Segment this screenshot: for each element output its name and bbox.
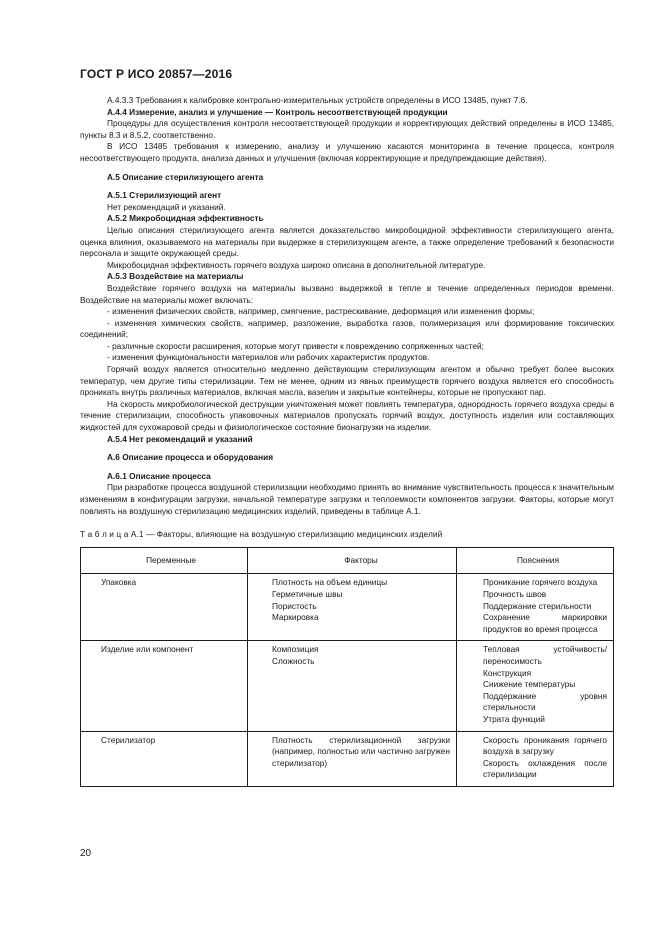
header-variables: Переменные bbox=[81, 547, 248, 574]
document-header: ГОСТ Р ИСО 20857—2016 bbox=[80, 67, 233, 81]
section-heading: А.6 Описание процесса и оборудования bbox=[107, 452, 274, 463]
paragraph: - изменения физических свойств, например, смягчение, растрескивание, деформация или изменения формы; bbox=[107, 306, 535, 317]
factor-item: Пористость bbox=[272, 600, 317, 611]
note-item: Прочность швов bbox=[483, 588, 547, 599]
paragraph: Нет рекомендаций и указаний. bbox=[107, 201, 226, 212]
table-row bbox=[81, 731, 614, 786]
paragraph: При разработке процесса воздушной стерилизации необходимо принять во внимание чувствительность процесса к значительным изменениям в конфигурации загрузки, начальной температуре загрузки и теплоемкости компонентов загрузки. Факторы, которые могут повлиять на воздушную стерилизацию медицинских изделий, приведены в таблице А.1. bbox=[80, 482, 614, 516]
paragraph: На скорость микробиологической деструкции уничтожения может повлиять температура, однородность горячего воздуха среды в течение стерилизации, способность упаковочных материалов пропускать горячий воздух, доступность изделия или составляющих жидкостей для сухожаровой среды и физиологическое состояние бионагрузки на изделии. bbox=[80, 398, 614, 433]
note-item: Конструкция bbox=[483, 667, 532, 678]
table-row bbox=[81, 574, 614, 641]
factor-item: Сложность bbox=[272, 655, 315, 666]
paragraph: А.4.3.3 Требования к калибровке контрольно-измерительных устройств определены в ИСО 13485, пункт 7.6. bbox=[107, 95, 528, 105]
document-body bbox=[80, 95, 614, 787]
page-number: 20 bbox=[80, 848, 92, 859]
paragraph: Воздействие горячего воздуха на материалы вызвано выдержкой в тепле в течение определенных периодов времени. Воздействие на материалы может включать: bbox=[80, 282, 614, 305]
section-heading: А.5 Описание стерилизующего агента bbox=[107, 171, 264, 182]
note-item: Сохранение маркировки продуктов во время процесса bbox=[483, 612, 607, 634]
header-notes: Пояснения bbox=[457, 547, 614, 574]
paragraph: - изменения функциональности материалов или рабочих характеристик продуктов. bbox=[107, 352, 430, 363]
spacer bbox=[80, 445, 614, 452]
paragraph: Горячий воздух является относительно медленно действующим стерилизующим агентом и обычно требует более высоких температур, чем другие типы стерилизации. Тем не менее, одним из явных преимуществ горячего воздуха является его способность проникать внутрь различных материалов, включая масла, вазелин и закрытые контейнеры, которые не пропускают пар. bbox=[80, 364, 614, 398]
paragraph: - различные скорости расширения, которые могут привести к повреждению сопряженных частей; bbox=[107, 340, 484, 351]
table-caption: Т а б л и ц а А.1 — Факторы, влияющие на воздушную стерилизацию медицинских изделий bbox=[80, 529, 443, 540]
text-flow bbox=[80, 95, 614, 517]
table-body bbox=[81, 574, 614, 787]
note-item: Тепловая устойчивость/переносимость bbox=[483, 644, 607, 666]
note-item: Поддержание стерильности bbox=[483, 600, 592, 611]
factor-item: Плотность на объем единицы bbox=[272, 577, 388, 588]
spacer bbox=[80, 165, 614, 172]
cell-factors bbox=[248, 641, 457, 731]
section-heading: А.5.4 Нет рекомендаций и указаний bbox=[107, 433, 253, 444]
paragraph: - изменения химических свойств, например, разложение, выработка газов, полимеризация или формирование токсических соединений; bbox=[80, 317, 614, 340]
paragraph: Процедуры для осуществления контроля несоответствующей продукции и корректирующих действий определены в ИСО 13485, пункты 8.3 и 8.5.2, соответственно. bbox=[80, 118, 614, 140]
cell-factors bbox=[248, 574, 457, 641]
cell-notes bbox=[457, 641, 614, 731]
spacer bbox=[80, 464, 614, 471]
factor-item: Композиция bbox=[272, 644, 319, 655]
cell-factors bbox=[248, 731, 457, 786]
table-row bbox=[81, 641, 614, 731]
factor-item: Маркировка bbox=[272, 612, 319, 623]
cell-variable: Стерилизатор bbox=[81, 731, 248, 786]
note-item: Поддержание уровня стерильности bbox=[483, 690, 607, 713]
paragraph: Микробоцидная эффективность горячего воздуха широко описана в дополнительной литературе. bbox=[107, 259, 486, 270]
spacer bbox=[80, 183, 614, 190]
section-heading: А.5.2 Микробоцидная эффективность bbox=[107, 213, 264, 224]
note-item: Скорость проникания горячего воздуха в загрузку bbox=[483, 734, 607, 757]
cell-notes bbox=[457, 731, 614, 786]
cell-variable: Изделие или компонент bbox=[81, 641, 248, 731]
note-item: Снижение температуры bbox=[483, 679, 576, 690]
factor-item: Плотность стерилизационной загрузки (например, полностью или частично загружен стерилизатор) bbox=[272, 734, 450, 768]
section-heading: А.5.1 Стерилизующий агент bbox=[107, 190, 222, 201]
factors-table bbox=[80, 547, 614, 787]
cell-variable: Упаковка bbox=[81, 574, 248, 641]
table-header-row bbox=[81, 547, 614, 574]
paragraph: Целью описания стерилизующего агента является доказательство микробоцидной эффективности стерилизующего агента, оценка влияния, оказываемого на материалы при выдержке в стерилизующем агенте, а также определение требований к безопасности персонала и защите окружающей среды. bbox=[80, 224, 614, 259]
paragraph: В ИСО 13485 требования к измерению, анализу и улучшению касаются мониторинга в течение процесса, контроля несоответствующего продукта, анализа данных и улучшения (включая корректирующие и предупреждающие действия). bbox=[80, 141, 614, 163]
section-heading: А.4.4 Измерение, анализ и улучшение — Контроль несоответствующей продукции bbox=[107, 106, 448, 117]
note-item: Утрата функций bbox=[483, 713, 545, 724]
factor-item: Герметичные швы bbox=[272, 588, 343, 599]
header-factors: Факторы bbox=[248, 547, 457, 574]
section-heading: А.5.3 Воздействие на материалы bbox=[107, 271, 244, 282]
section-heading: А.6.1 Описание процесса bbox=[107, 470, 211, 481]
note-item: Скорость охлаждения после стерилизации bbox=[483, 757, 607, 780]
cell-notes bbox=[457, 574, 614, 641]
note-item: Проникание горячего воздуха bbox=[483, 577, 598, 588]
